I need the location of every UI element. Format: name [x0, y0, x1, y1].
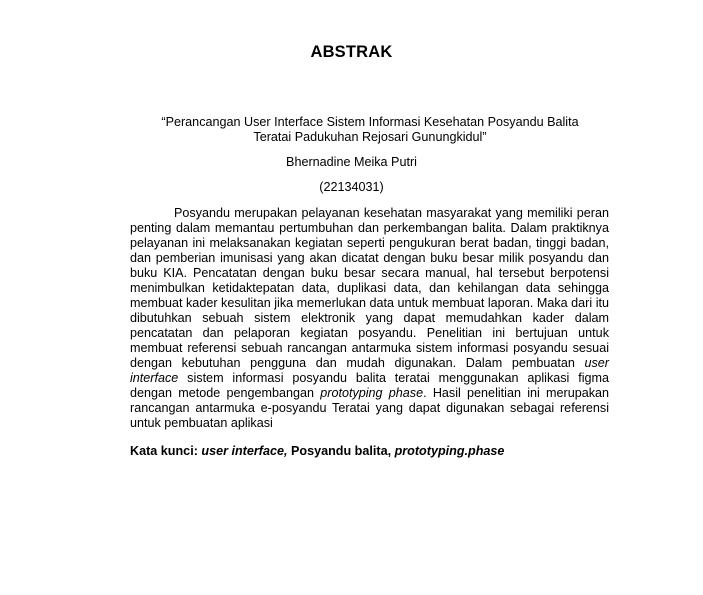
- thesis-title-line-2: Teratai Padukuhan Rejosari Gunungkidul”: [253, 130, 487, 144]
- thesis-title-line-1: “Perancangan User Interface Sistem Informasi Kesehatan Posyandu Balita: [161, 115, 579, 129]
- abstract-text-part-1: Posyandu merupakan pelayanan kesehatan masyarakat yang memiliki peran penting dalam memantau pertumbuhan dan perkembangan balita. Dalam praktiknya pelayanan ini melaksanakan kegiatan seperti pengukuran berat badan, tinggi badan, dan pemberian imunisasi yang akan dicatat dengan buku besar milik posyandu dan buku KIA. Pencatatan dengan buku besar secara manual, hal tersebut berpotensi menimbulkan ketidaktepatan data, duplikasi data, dan kehilangan data sehingga membuat kader kesulitan jika memerlukan data untuk membuat laporan. Maka dari itu dibutuhkan sebuah sistem elektronik yang dapat memudahkan kader dalam pencatatan dan pelaporan kegiatan posyandu. Penelitian ini bertujuan untuk membuat referensi sebuah rancangan antarmuka sistem informasi posyandu sesuai dengan kebutuhan pengguna dan mudah digunakan. Dalam pembuatan: [130, 206, 609, 370]
- abstract-text-part-3: . Hasil penelitian ini merupakan rancangan antarmuka e-posyandu Teratai yang dapat digunakan sebagai referensi untuk pembuatan aplikasi: [130, 386, 610, 430]
- keywords-label: Kata kunci:: [130, 444, 202, 458]
- keywords-line: [130, 444, 609, 458]
- author-name: Bhernadine Meika Putri: [286, 155, 417, 169]
- abstract-term-prototyping-phase: prototyping phase: [320, 386, 424, 400]
- abstract-term-user-interface: user interface: [130, 356, 609, 385]
- abstract-paragraph: [130, 206, 609, 431]
- thesis-title: [130, 115, 610, 145]
- abstract-text-part-2: sistem informasi posyandu balita teratai menggunakan aplikasi figma dengan metode pengembangan: [130, 371, 609, 400]
- keyword-posyandu-balita: Posyandu balita,: [287, 444, 395, 458]
- student-id: (22134031): [319, 180, 384, 194]
- keyword-user-interface: user interface,: [201, 444, 288, 458]
- abstract-heading: ABSTRAK: [310, 43, 393, 61]
- keyword-prototyping-phase: prototyping.phase: [394, 444, 505, 458]
